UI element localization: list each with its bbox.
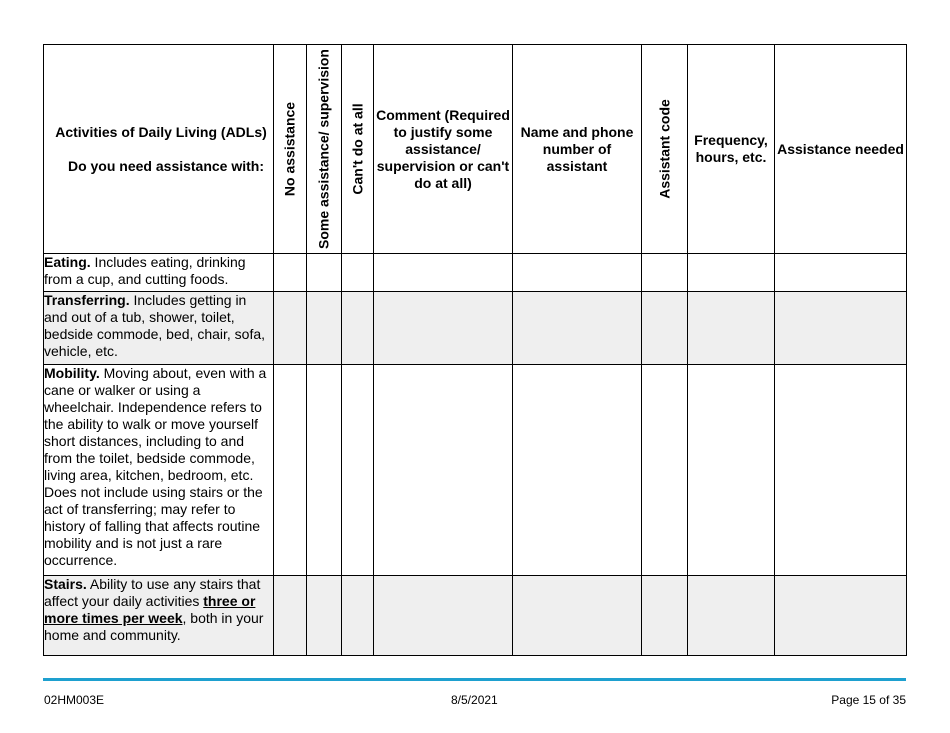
frequency-cell[interactable] [688,254,775,292]
no-assistance-header: No assistance [274,45,307,254]
name-phone-cell[interactable] [513,576,642,656]
activity-header-subtitle: Do you need assistance with: [67,157,265,174]
header-row [44,45,907,254]
no-assistance-cell[interactable] [274,365,307,576]
no-assistance-cell[interactable] [274,254,307,292]
assistant-code-header: Assistant code [642,45,688,254]
assistance-needed-cell[interactable] [775,254,907,292]
comment-cell[interactable] [374,365,513,576]
frequency-cell[interactable] [688,576,775,656]
name-phone-header: Name and phone number of assistant [513,45,642,254]
activity-cell: Mobility. Moving about, even with a cane or walker or using a wheelchair. Independence refers to the ability to walk or move yourself short distances, including to and from the toilet, bedside commode, living area, kitchen, bedroom, etc. Does not include using stairs or the act of transferring; may refer to history of falling that affects routine mobility and is not just a rare occurrence. [44,365,274,576]
assistance-needed-cell[interactable] [775,292,907,365]
table-row-stairs [44,576,907,656]
comment-header: Comment (Required to justify some assistance/ supervision or can't do at all) [374,45,513,254]
frequency-cell[interactable] [688,365,775,576]
activity-header [44,45,274,254]
comment-cell[interactable] [374,254,513,292]
no-assistance-cell[interactable] [274,576,307,656]
some-assistance-cell[interactable] [307,365,342,576]
assistant-code-cell[interactable] [642,576,688,656]
some-assistance-cell[interactable] [307,576,342,656]
table-row-mobility [44,365,907,576]
table-row-eating [44,254,907,292]
frequency-header: Frequency, hours, etc. [688,45,775,254]
activity-cell: Stairs. Ability to use any stairs that affect your daily activities three or more times per week, both in your home and community. [44,576,274,656]
assistant-code-cell[interactable] [642,292,688,365]
comment-cell[interactable] [374,292,513,365]
cant-do-cell[interactable] [342,576,374,656]
table-row-transferring [44,292,907,365]
cant-do-cell[interactable] [342,365,374,576]
frequency-cell[interactable] [688,292,775,365]
name-phone-cell[interactable] [513,254,642,292]
some-assistance-cell[interactable] [307,254,342,292]
activity-cell: Eating. Includes eating, drinking from a cup, and cutting foods. [44,254,274,292]
assistant-code-cell[interactable] [642,365,688,576]
footer-rule [43,678,906,681]
form-code: 02HM003E [44,693,105,707]
adl-table [43,44,907,656]
activity-header-title: Activities of Daily Living (ADLs) [55,123,267,140]
some-assistance-header: Some assistance/ supervision [307,45,342,254]
no-assistance-cell[interactable] [274,292,307,365]
cant-do-cell[interactable] [342,254,374,292]
page-number: Page 15 of 35 [831,693,906,707]
cant-do-header: Can't do at all [342,45,374,254]
name-phone-cell[interactable] [513,365,642,576]
comment-cell[interactable] [374,576,513,656]
name-phone-cell[interactable] [513,292,642,365]
activity-cell: Transferring. Includes getting in and out of a tub, shower, toilet, bedside commode, bed, chair, sofa, vehicle, etc. [44,292,274,365]
assistant-code-cell[interactable] [642,254,688,292]
cant-do-cell[interactable] [342,292,374,365]
assistance-needed-header: Assistance needed [775,45,907,254]
some-assistance-cell[interactable] [307,292,342,365]
assistance-needed-cell[interactable] [775,576,907,656]
footer-date: 8/5/2021 [451,693,498,707]
assistance-needed-cell[interactable] [775,365,907,576]
